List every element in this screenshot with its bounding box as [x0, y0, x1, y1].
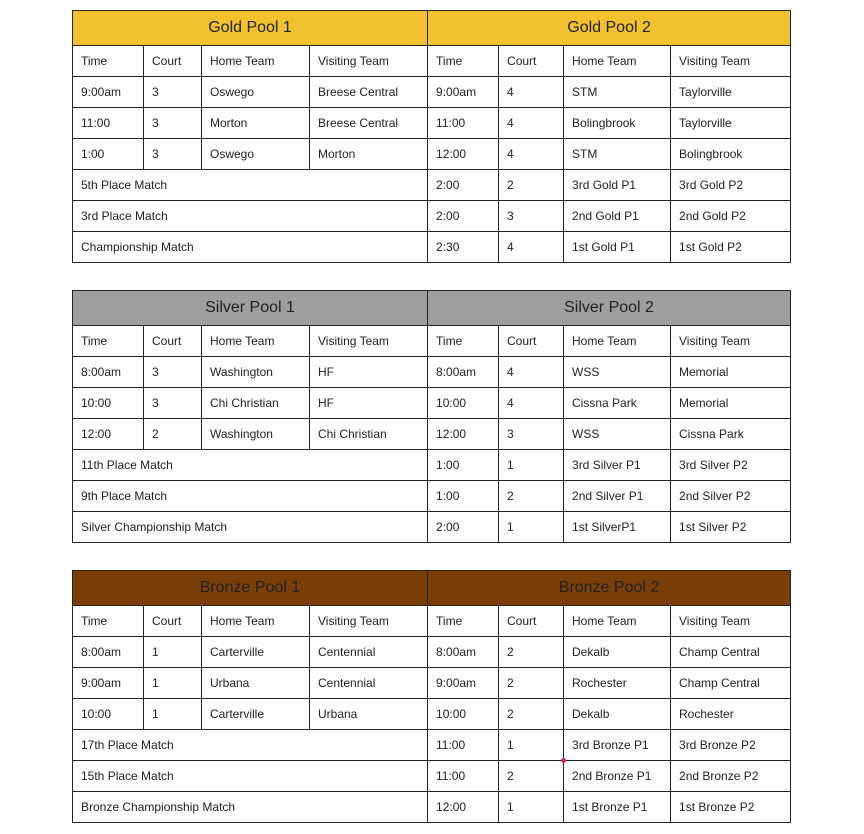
cell: 10:00: [73, 699, 144, 730]
cell: 1: [144, 699, 202, 730]
cell: 2: [499, 170, 564, 201]
cell: 2: [499, 761, 564, 792]
cell: 11:00: [428, 108, 499, 139]
cell: 1:00: [428, 450, 499, 481]
cell: 2: [499, 637, 564, 668]
cell: 1st Gold P1: [564, 232, 671, 263]
cell: Centennial: [310, 637, 428, 668]
cell: 12:00: [428, 139, 499, 170]
placement-row: [73, 170, 791, 201]
column-header: Visiting Team: [671, 326, 791, 357]
cell: Cissna Park: [564, 388, 671, 419]
cell: HF: [310, 357, 428, 388]
placement-row: [73, 792, 791, 823]
column-header: Home Team: [564, 606, 671, 637]
match-row: [73, 388, 791, 419]
cell: Champ Central: [671, 668, 791, 699]
cursor-dot: [561, 758, 566, 763]
cell: 11:00: [428, 761, 499, 792]
cell: 2:30: [428, 232, 499, 263]
cell: 3rd Gold P1: [564, 170, 671, 201]
pool-title-left: Silver Pool 1: [73, 291, 428, 326]
cell: 4: [499, 108, 564, 139]
placement-row: [73, 481, 791, 512]
cell: Washington: [202, 357, 310, 388]
match-row: [73, 419, 791, 450]
cell: Bolingbrook: [671, 139, 791, 170]
cell: 3: [499, 201, 564, 232]
placement-label: Championship Match: [73, 232, 428, 263]
cell: Champ Central: [671, 637, 791, 668]
cell: 1: [499, 792, 564, 823]
cell: 9:00am: [428, 77, 499, 108]
column-header: Time: [73, 606, 144, 637]
cell: 9:00am: [73, 77, 144, 108]
cell: Urbana: [202, 668, 310, 699]
column-header: Court: [499, 46, 564, 77]
column-header: Time: [428, 326, 499, 357]
placement-label: Bronze Championship Match: [73, 792, 428, 823]
cell: 2nd Silver P1: [564, 481, 671, 512]
cell: 9:00am: [73, 668, 144, 699]
cell: Dekalb: [564, 637, 671, 668]
cell: Oswego: [202, 77, 310, 108]
cell: STM: [564, 139, 671, 170]
cell: 1: [499, 450, 564, 481]
cell: HF: [310, 388, 428, 419]
column-header: Visiting Team: [310, 326, 428, 357]
column-header: Home Team: [564, 46, 671, 77]
cell: 3: [144, 108, 202, 139]
cell: 2nd Gold P2: [671, 201, 791, 232]
column-header: Time: [428, 606, 499, 637]
cell: 2: [499, 699, 564, 730]
cell: 3rd Bronze P1: [564, 730, 671, 761]
match-row: [73, 637, 791, 668]
cell: Oswego: [202, 139, 310, 170]
column-header-row: [73, 326, 791, 357]
column-header: Court: [144, 606, 202, 637]
column-header: Time: [428, 46, 499, 77]
cell: Taylorville: [671, 108, 791, 139]
cell: 3: [499, 419, 564, 450]
column-header: Visiting Team: [671, 606, 791, 637]
cell: 3: [144, 357, 202, 388]
placement-label: 5th Place Match: [73, 170, 428, 201]
cell: 1:00: [428, 481, 499, 512]
cell: Breese Central: [310, 108, 428, 139]
cell: 2nd Bronze P2: [671, 761, 791, 792]
cell: Memorial: [671, 388, 791, 419]
match-row: [73, 108, 791, 139]
cell: 3: [144, 77, 202, 108]
column-header: Visiting Team: [310, 606, 428, 637]
column-header: Home Team: [202, 46, 310, 77]
cell: 4: [499, 77, 564, 108]
cell: Morton: [310, 139, 428, 170]
cell: 1:00: [73, 139, 144, 170]
placement-row: [73, 512, 791, 543]
cell: Rochester: [564, 668, 671, 699]
placement-row: [73, 730, 791, 761]
placement-row: [73, 232, 791, 263]
cell: STM: [564, 77, 671, 108]
match-row: [73, 668, 791, 699]
cell: 9:00am: [428, 668, 499, 699]
column-header: Court: [144, 326, 202, 357]
cell: Carterville: [202, 637, 310, 668]
placement-label: 17th Place Match: [73, 730, 428, 761]
cell: 12:00: [73, 419, 144, 450]
match-row: [73, 699, 791, 730]
cell: 8:00am: [428, 637, 499, 668]
placement-label: 9th Place Match: [73, 481, 428, 512]
cell: 8:00am: [428, 357, 499, 388]
cell: 4: [499, 357, 564, 388]
column-header: Visiting Team: [310, 46, 428, 77]
cell: Memorial: [671, 357, 791, 388]
cell: Chi Christian: [310, 419, 428, 450]
match-row: [73, 77, 791, 108]
cell: 8:00am: [73, 637, 144, 668]
match-row: [73, 139, 791, 170]
cell: 2: [499, 481, 564, 512]
column-header: Home Team: [202, 326, 310, 357]
cell: 8:00am: [73, 357, 144, 388]
cell: 2:00: [428, 201, 499, 232]
cell: 4: [499, 232, 564, 263]
cell: 1: [499, 730, 564, 761]
column-header: Court: [144, 46, 202, 77]
placement-row: [73, 201, 791, 232]
cell: Breese Central: [310, 77, 428, 108]
bronze-pool-table: [72, 570, 791, 823]
cell: Urbana: [310, 699, 428, 730]
pool-header-row: [73, 571, 791, 606]
column-header: Visiting Team: [671, 46, 791, 77]
cell: 1st Silver P2: [671, 512, 791, 543]
placement-label: 3rd Place Match: [73, 201, 428, 232]
placement-label: 15th Place Match: [73, 761, 428, 792]
cell: 3rd Bronze P2: [671, 730, 791, 761]
cell: Taylorville: [671, 77, 791, 108]
cell: 3rd Silver P1: [564, 450, 671, 481]
cell: 2nd Bronze P1: [564, 761, 671, 792]
cell: 3rd Gold P2: [671, 170, 791, 201]
cell: 1: [144, 668, 202, 699]
cell: WSS: [564, 419, 671, 450]
cell: Dekalb: [564, 699, 671, 730]
column-header: Court: [499, 326, 564, 357]
cell: 11:00: [73, 108, 144, 139]
placement-label: 11th Place Match: [73, 450, 428, 481]
cell: Morton: [202, 108, 310, 139]
cell: 2:00: [428, 170, 499, 201]
cell: Centennial: [310, 668, 428, 699]
column-header-row: [73, 606, 791, 637]
cell: 11:00: [428, 730, 499, 761]
column-header: Time: [73, 46, 144, 77]
column-header-row: [73, 46, 791, 77]
cell: Cissna Park: [671, 419, 791, 450]
cell: WSS: [564, 357, 671, 388]
cell: 2:00: [428, 512, 499, 543]
cell: 4: [499, 388, 564, 419]
cell: Bolingbrook: [564, 108, 671, 139]
cell: 12:00: [428, 792, 499, 823]
cell: Carterville: [202, 699, 310, 730]
cell: Rochester: [671, 699, 791, 730]
pool-title-right: Silver Pool 2: [428, 291, 791, 326]
placement-row: [73, 761, 791, 792]
column-header: Home Team: [202, 606, 310, 637]
placement-label: Silver Championship Match: [73, 512, 428, 543]
pool-title-right: Gold Pool 2: [428, 11, 791, 46]
match-row: [73, 357, 791, 388]
gold-pool-table: [72, 10, 791, 263]
cell: 2: [499, 668, 564, 699]
cell: 1st Bronze P2: [671, 792, 791, 823]
cell: 1: [499, 512, 564, 543]
pool-header-row: [73, 11, 791, 46]
cell: 3: [144, 139, 202, 170]
column-header: Court: [499, 606, 564, 637]
cell: 10:00: [428, 699, 499, 730]
cell: 2nd Gold P1: [564, 201, 671, 232]
cell: 4: [499, 139, 564, 170]
cell: 1st Bronze P1: [564, 792, 671, 823]
cell: 1st SilverP1: [564, 512, 671, 543]
cell: 12:00: [428, 419, 499, 450]
cell: 1st Gold P2: [671, 232, 791, 263]
pool-header-row: [73, 291, 791, 326]
cell: 10:00: [428, 388, 499, 419]
cell: Chi Christian: [202, 388, 310, 419]
column-header: Time: [73, 326, 144, 357]
cell: 10:00: [73, 388, 144, 419]
cell: 3rd Silver P2: [671, 450, 791, 481]
cell: 3: [144, 388, 202, 419]
column-header: Home Team: [564, 326, 671, 357]
pool-title-left: Bronze Pool 1: [73, 571, 428, 606]
silver-pool-table: [72, 290, 791, 543]
pool-title-right: Bronze Pool 2: [428, 571, 791, 606]
pool-title-left: Gold Pool 1: [73, 11, 428, 46]
cell: 1: [144, 637, 202, 668]
cell: 2nd Silver P2: [671, 481, 791, 512]
cell: Washington: [202, 419, 310, 450]
cell: 2: [144, 419, 202, 450]
placement-row: [73, 450, 791, 481]
